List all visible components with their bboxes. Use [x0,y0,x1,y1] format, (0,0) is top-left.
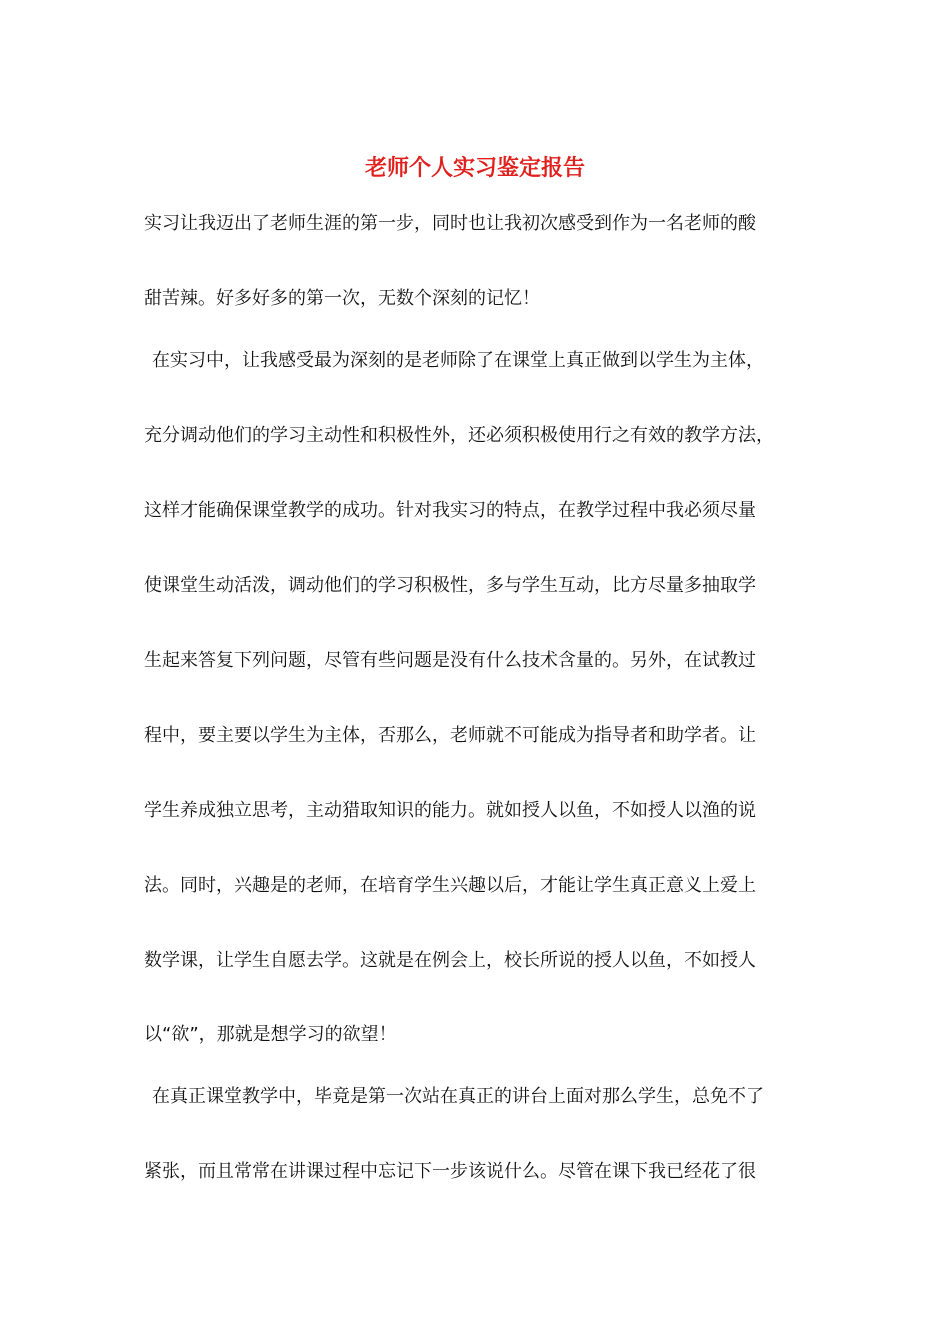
document-title: 老师个人实习鉴定报告 [364,155,585,181]
body-line: 在实习中，让我感受最为深刻的是老师除了在课堂上真正做到以学生为主体， [152,350,764,371]
body-line: 生起来答复下列问题，尽管有些问题是没有什么技术含量的。另外，在试教过 [144,650,756,671]
body-line: 以“欲”，那就是想学习的欲望！ [144,1024,397,1045]
body-line: 程中，要主要以学生为主体，否那么，老师就不可能成为指导者和助学者。让 [144,725,756,746]
body-line: 数学课，让学生自愿去学。这就是在例会上，校长所说的授人以鱼，不如授人 [144,950,756,971]
body-line: 在真正课堂教学中，毕竟是第一次站在真正的讲台上面对那么学生，总免不了 [152,1086,764,1107]
body-line: 法。同时，兴趣是的老师，在培育学生兴趣以后，才能让学生真正意义上爱上 [144,875,756,896]
body-line: 使课堂生动活泼，调动他们的学习积极性，多与学生互动，比方尽量多抽取学 [144,575,756,596]
body-line: 紧张，而且常常在讲课过程中忘记下一步该说什么。尽管在课下我已经花了很 [144,1161,756,1182]
body-line: 学生养成独立思考，主动猎取知识的能力。就如授人以鱼，不如授人以渔的说 [144,800,756,821]
body-line: 充分调动他们的学习主动性和积极性外，还必须积极使用行之有效的教学方法， [144,425,774,446]
body-line: 甜苦辣。好多好多的第一次，无数个深刻的记忆！ [144,288,540,309]
body-line: 这样才能确保课堂教学的成功。针对我实习的特点，在教学过程中我必须尽量 [144,500,756,521]
body-line: 实习让我迈出了老师生涯的第一步，同时也让我初次感受到作为一名老师的酸 [144,213,756,234]
